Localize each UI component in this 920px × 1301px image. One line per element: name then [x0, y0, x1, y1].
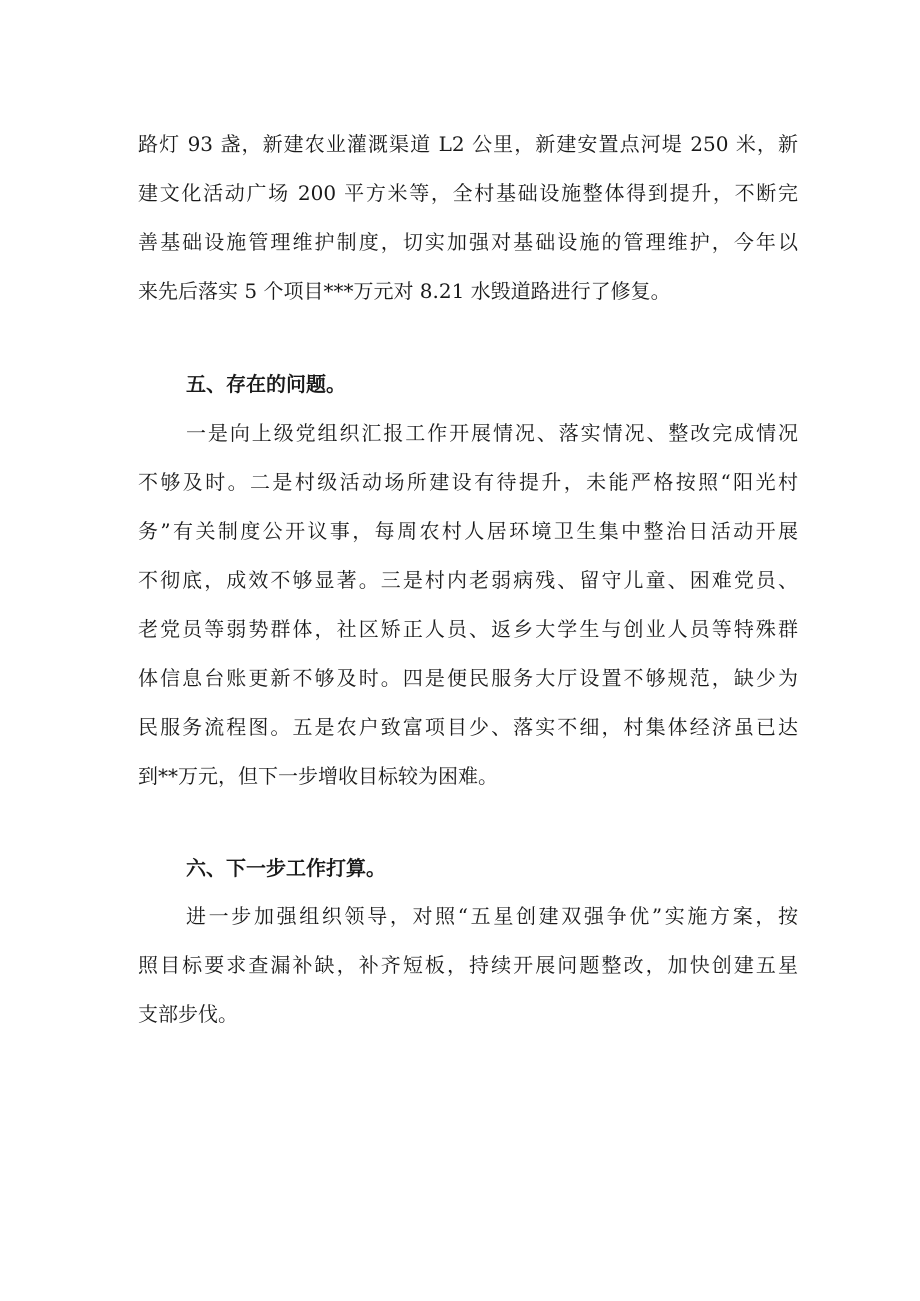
paragraph-line: 一是向上级党组织汇报工作开展情况、落实情况、整改完成情况	[186, 421, 798, 445]
paragraph-line: 来先后落实 5 个项目***万元对 8.21 水毁道路进行了修复。	[138, 279, 671, 303]
paragraph-line: 到**万元，但下一步增收目标较为困难。	[138, 764, 498, 788]
paragraph-line: 照目标要求查漏补缺，补齐短板，持续开展问题整改，加快创建五星	[138, 953, 798, 977]
section-heading-problems: 五、存在的问题。	[186, 372, 346, 396]
paragraph-line: 建文化活动广场 200 平方米等，全村基础设施整体得到提升，不断完	[138, 181, 798, 205]
paragraph-line: 体信息台账更新不够及时。四是便民服务大厅设置不够规范，缺少为	[138, 666, 798, 690]
paragraph-line: 路灯 93 盏，新建农业灌溉渠道 L2 公里，新建安置点河堤 250 米，新	[138, 132, 798, 156]
section-heading-next-steps: 六、下一步工作打算。	[186, 856, 386, 880]
paragraph-line: 不够及时。二是村级活动场所建设有待提升，未能严格按照“阳光村	[138, 470, 798, 494]
paragraph-line: 民服务流程图。五是农户致富项目少、落实不细，村集体经济虽已达	[138, 715, 798, 739]
paragraph-line: 务”有关制度公开议事，每周农村人居环境卫生集中整治日活动开展	[138, 519, 798, 543]
paragraph-line: 不彻底，成效不够显著。三是村内老弱病残、留守儿童、困难党员、	[138, 568, 798, 592]
paragraph-line: 支部步伐。	[138, 1002, 238, 1026]
paragraph-line: 进一步加强组织领导，对照“五星创建双强争优”实施方案，按	[186, 904, 798, 928]
paragraph-line: 善基础设施管理维护制度，切实加强对基础设施的管理维护，今年以	[138, 230, 798, 254]
paragraph-line: 老党员等弱势群体，社区矫正人员、返乡大学生与创业人员等特殊群	[138, 617, 798, 641]
